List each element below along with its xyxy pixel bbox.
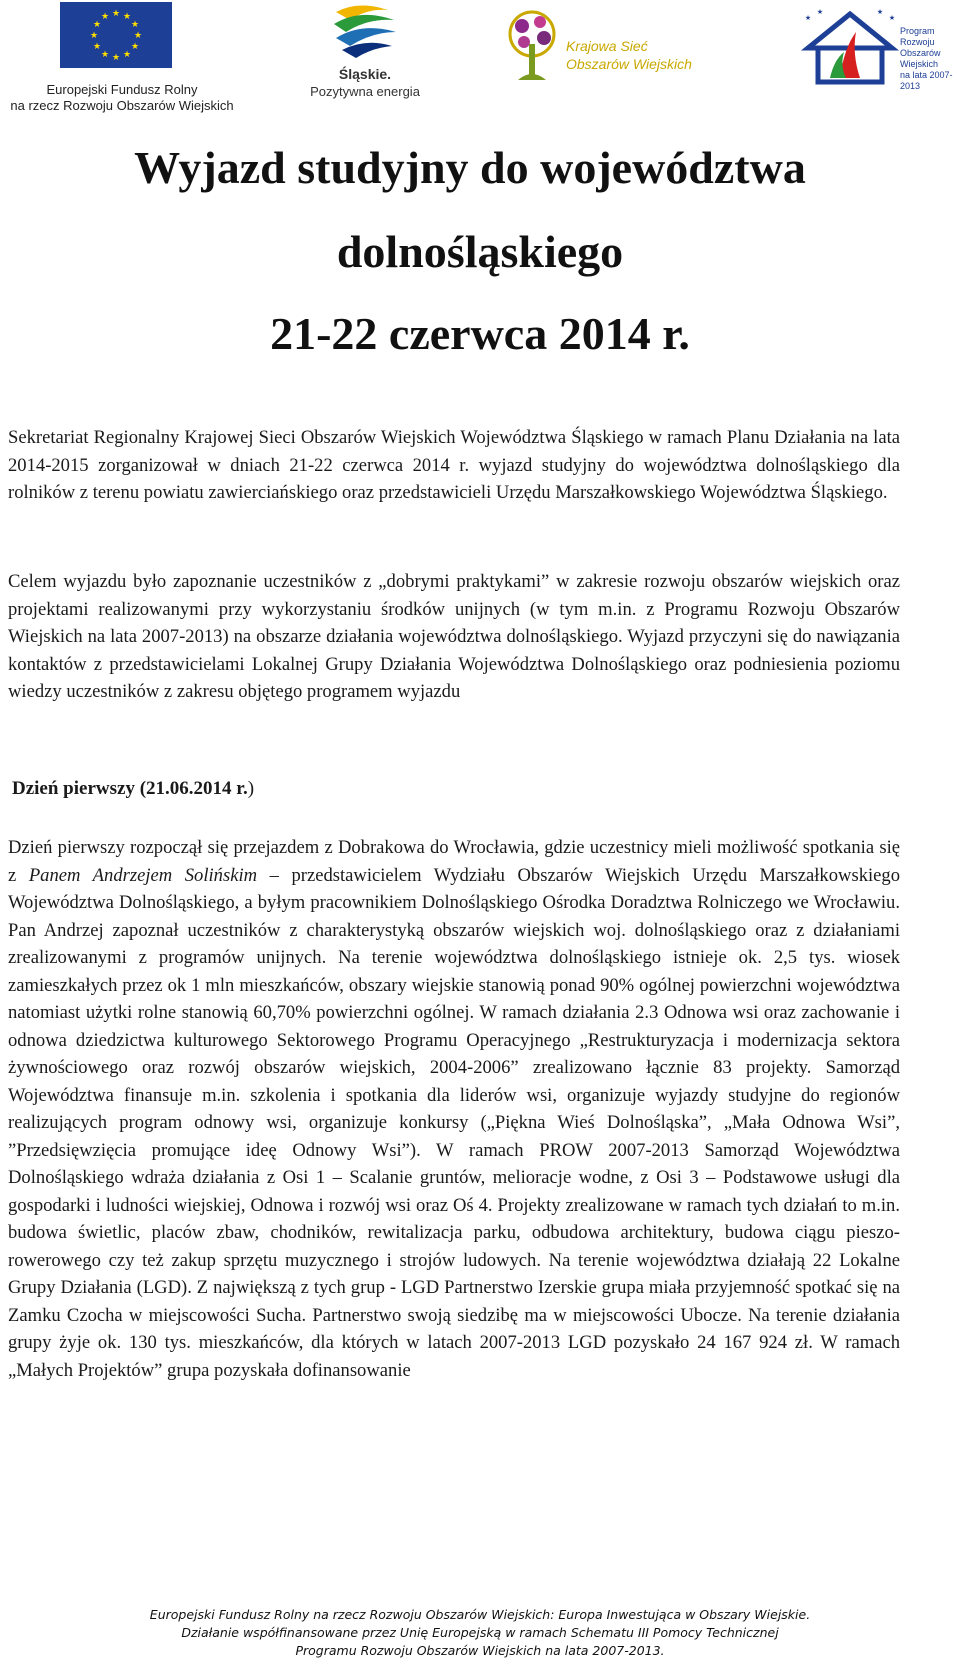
title-line2: dolnośląskiego <box>336 226 624 277</box>
paragraph-goal: Celem wyjazdu było zapoznanie uczestników z „dobrymi praktykami” w zakresie rozwoju obszarów wiejskich oraz projektami realizowanymi przy wykorzystaniu środków unijnych (w tym m.in. z Programu Rozwoju Obszarów Wiejskich na lata 2007-2013) na obszarze działania województwa dolnośląskiego. Wyjazd przyczyni się do nawiązania kontaktów z przedstawicielami Lokalnej Grupy Działania Województwa Dolnośląskiego oraz podniesienia poziomu wiedzy uczestników z zakresu objętego programem wyjazdu <box>8 571 900 702</box>
svg-text:★: ★ <box>133 31 143 41</box>
svg-text:★: ★ <box>92 42 102 52</box>
paragraph-day-one-rest: – przedstawicielem Wydziału Obszarów Wiejskich Urzędu Marszałkowskiego Województwa Dolnośląskiego, a byłym pracownikiem Dolnośląskiego Ośrodka Doradztwa Rolniczego we Wrocławiu. Pan Andrzej zapoznał uczestników z charakterystyką obszarów wiejskich woj. dolnośląskiego oraz z działaniami zrealizowanymi z programów unijnych. Na terenie województwa dolnośląskiego istnieje ok. 2,5 tys. wiosek zamieszkałych przez ok 1 mln mieszkańców, obszary wiejskie stanowią ponad 90% ogólnej powierzchni województwa natomiast użytki rolne stanowią 60,70% powierzchni ogólnej. W ramach działania 2.3 Odnowa wsi oraz zachowanie i odnowa dziedzictwa kulturowego Sektorowego Programu Operacyjnego „Restrukturyzacja i modernizacja sektora żywnościowego oraz rozwój obszarów wiejskich, 2004-2006” zrealizowano łącznie 83 projekty. Samorząd Województwa finansuje m.in. szkolenia i spotkania dla liderów wsi, organizuje wyjazdy studyjne do regionów realizujących program odnowy wsi, organizuje konkursy („Piękna Wieś Dolnośląska”, „Mała Odnowa Wsi”, ”Przedsięwzięcia promujące ideę Odnowy Wsi”). W ramach PROW 2007-2013 Samorząd Województwa Dolnośląskiego wdraża działania z Osi 1 – Scalanie gruntów, melioracje wodne, z Osi 3 – Podstawowe usługi dla gospodarki i ludności wiejskiej, Odnowa i rozwój wsi oraz Oś 4. Projekty zrealizowane w ramach tych działań to m.in. budowa świetlic, placów zbaw, chodników, rewitalizacja parku, odbudowa architektury, budowa ciągu pieszo-rowerowego czy też zakup sprzętu muzycznego i strojów ludowych. Na terenie województwa działają 22 Lokalne Grupy Działania (LGD). Z największą z tych grup - LGD Partnerstwo Izerskie grupa miała przyjemność spotkać się na Zamku Czocha w miejscowości Sucha. Partnerstwo swoją siedzibę ma w miejscowości Ubocze. Na terenie działania grupy żyje ok. 130 tys. mieszkańców, dla których w latach 2007-2013 LGD pozyskało 24 167 924 zł. W ramach „Małych Projektów” grupa pozyskała dofinansowanie <box>8 864 900 1381</box>
ksow-line2: Obszarów Wiejskich <box>566 56 692 72</box>
svg-text:★: ★ <box>816 8 824 16</box>
day-one-heading-paren: ) <box>247 778 255 799</box>
prow-line1: Program <box>900 26 935 36</box>
footer-line3: Programu Rozwoju Obszarów Wiejskich na lata 2007-2013. <box>295 1643 665 1658</box>
paragraph-intro: Sekretariat Regionalny Krajowej Sieci Obszarów Wiejskich Województwa Śląskiego w ramach Planu Działania na lata 2014-2015 zorganizował w dniach 21-22 czerwca 2014 r. wyjazd studyjny do województwa dolnośląskiego dla rolników z terenu powiatu zawierciańskiego oraz przedstawicieli Urzędu Marszałkowskiego Województwa Śląskiego. <box>8 427 900 503</box>
svg-text:★: ★ <box>130 20 140 30</box>
eu-caption-line2: na rzecz Rozwoju Obszarów Wiejskich <box>10 98 234 113</box>
svg-text:★: ★ <box>111 53 121 63</box>
prow-line2: Rozwoju <box>900 37 935 47</box>
title-line3: 21-22 czerwca 2014 r. <box>270 308 690 359</box>
footer <box>0 1606 960 1660</box>
eu-stars-icon <box>60 2 172 68</box>
ksow-tree-icon <box>500 8 564 88</box>
svg-text:★: ★ <box>804 14 812 22</box>
svg-text:★: ★ <box>89 31 99 41</box>
ksow-logo <box>500 8 720 88</box>
prow-line4: Wiejskich <box>900 59 939 69</box>
svg-text:★: ★ <box>122 50 132 60</box>
slaskie-name: Śląskie. <box>338 66 392 82</box>
ksow-line1: Krajowa Sieć <box>566 38 648 54</box>
svg-text:★: ★ <box>100 50 110 60</box>
person-name: Panem Andrzejem Solińskim <box>28 864 258 886</box>
eu-logo <box>4 2 240 114</box>
svg-text:★: ★ <box>888 14 896 22</box>
paragraph-day-one <box>8 834 900 1384</box>
slaskie-logo <box>300 2 430 104</box>
title-line1: Wyjazd studyjny do województwa <box>134 142 806 193</box>
paragraph-day-one-start: Dzień pierwszy rozpoczął się przejazdem z Dobrakowa do Wrocławia, gdzie uczestnicy mieli możliwość spotkania się z <box>8 837 900 886</box>
day-one-heading <box>12 778 254 800</box>
eu-caption-line1: Europejski Fundusz Rolny <box>46 82 198 97</box>
prow-logo <box>800 8 953 108</box>
eu-flag-icon <box>60 2 172 68</box>
svg-text:★: ★ <box>100 12 110 22</box>
prow-line5: na lata 2007-2013 <box>900 70 953 91</box>
svg-text:★: ★ <box>111 9 121 19</box>
slaskie-slogan: Pozytywna energia <box>310 84 420 99</box>
footer-line2: Działanie współfinansowane przez Unię Europejską w ramach Schematu III Pomocy Technicznej <box>181 1625 779 1640</box>
svg-text:★: ★ <box>92 20 102 30</box>
svg-text:★: ★ <box>130 42 140 52</box>
prow-line3: Obszarów <box>900 48 941 58</box>
svg-text:★: ★ <box>122 12 132 22</box>
footer-line1: Europejski Fundusz Rolny na rzecz Rozwoju Obszarów Wiejskich: Europa Inwestująca w Obszary Wiejskie. <box>149 1607 811 1622</box>
day-one-heading-text: Dzień pierwszy (21.06.2014 r. <box>12 778 248 799</box>
svg-text:★: ★ <box>876 8 884 16</box>
prow-house-icon <box>800 8 900 88</box>
slaskie-emblem-icon <box>328 2 402 64</box>
